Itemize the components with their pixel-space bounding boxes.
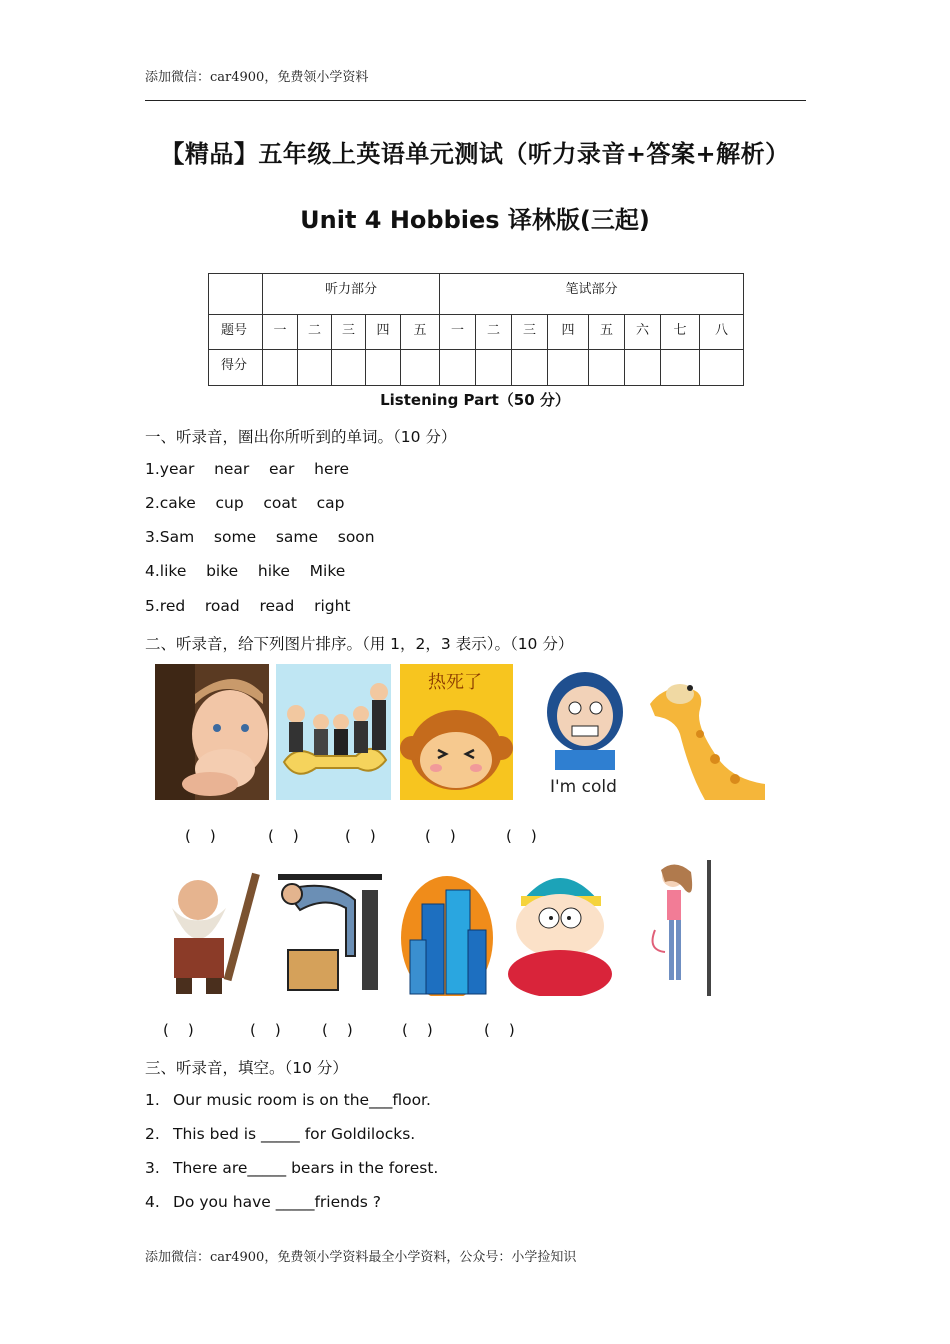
answer-blank[interactable]: ( ): [250, 1021, 281, 1039]
score-cell[interactable]: [263, 350, 298, 386]
tall-city-buildings-icon: [400, 860, 495, 996]
word-choice-item: 3.Sam some same soon: [145, 528, 375, 546]
answer-blank[interactable]: ( ): [506, 827, 537, 845]
answer-blank[interactable]: ( ): [484, 1021, 515, 1039]
cold-caption: I'm cold: [550, 777, 617, 797]
score-col-header: 三: [332, 315, 366, 350]
score-table: [208, 273, 744, 386]
fill-blank-sentence: There are_____ bears in the forest.: [173, 1159, 439, 1177]
answer-blank[interactable]: ( ): [402, 1021, 433, 1039]
score-cell[interactable]: [625, 350, 661, 386]
word-choice-item: 5.red road read right: [145, 597, 351, 615]
score-col-header: 三: [512, 315, 548, 350]
score-cell[interactable]: [512, 350, 548, 386]
score-col-header: 五: [401, 315, 440, 350]
people-lifting-bone-icon: [276, 664, 391, 800]
score-cell[interactable]: [332, 350, 366, 386]
score-col-header: 一: [440, 315, 476, 350]
score-col-header: 四: [366, 315, 401, 350]
hot-caption: 热死了: [428, 672, 482, 693]
word-choice-item: 1.year near ear here: [145, 460, 350, 478]
fill-blank-sentence: Do you have _____friends ?: [173, 1193, 382, 1211]
thin-girl-by-pole-icon: [625, 860, 735, 996]
header-rule: [145, 100, 806, 101]
page-subtitle: Unit 4 Hobbies 译林版(三起): [300, 206, 650, 234]
answer-blank[interactable]: ( ): [322, 1021, 353, 1039]
score-cell[interactable]: [440, 350, 476, 386]
score-col-header: 二: [476, 315, 512, 350]
score-table-row-label: 题号: [209, 315, 263, 350]
answer-blank[interactable]: ( ): [163, 1021, 194, 1039]
footer-note: 添加微信：car4900，免费领小学资料最全小学资料，公众号：小学捡知识: [145, 1250, 577, 1265]
answer-blank[interactable]: ( ): [425, 827, 456, 845]
score-cell[interactable]: [661, 350, 700, 386]
score-cell[interactable]: [700, 350, 744, 386]
answer-blank[interactable]: ( ): [185, 827, 216, 845]
answer-blank[interactable]: ( ): [268, 827, 299, 845]
score-table-group-written: 笔试部分: [440, 274, 744, 315]
fill-blank-number: 3.: [145, 1159, 160, 1177]
cold-boy-cartoon-icon: [530, 664, 640, 800]
score-table-corner: [209, 274, 263, 315]
score-col-header: 八: [700, 315, 744, 350]
baby-thinking-photo-icon: [155, 664, 269, 800]
fill-blank-sentence: This bed is _____ for Goldilocks.: [173, 1125, 416, 1143]
giraffe-cartoon-icon: [645, 664, 765, 800]
score-cell[interactable]: [298, 350, 332, 386]
fill-blank-number: 1.: [145, 1091, 160, 1109]
section3-heading: 三、听录音，填空。（10 分）: [145, 1059, 348, 1077]
score-cell[interactable]: [589, 350, 625, 386]
score-cell[interactable]: [366, 350, 401, 386]
fill-blank-number: 4.: [145, 1193, 160, 1211]
score-col-header: 四: [548, 315, 589, 350]
page-title: 【精品】五年级上英语单元测试（听力录音+答案+解析）: [160, 140, 790, 168]
old-dwarf-warrior-icon: [150, 860, 260, 996]
score-col-header: 五: [589, 315, 625, 350]
score-cell[interactable]: [476, 350, 512, 386]
score-col-header: 七: [661, 315, 700, 350]
fill-blank-sentence: Our music room is on the___floor.: [173, 1091, 431, 1109]
section1-heading: 一、听录音，圈出你所听到的单词。（10 分）: [145, 428, 457, 446]
score-col-header: 二: [298, 315, 332, 350]
word-choice-item: 4.like bike hike Mike: [145, 562, 346, 580]
header-note: 添加微信：car4900，免费领小学资料: [145, 70, 369, 85]
score-table-group-listening: 听力部分: [263, 274, 440, 315]
score-cell[interactable]: [548, 350, 589, 386]
man-lifting-heavy-box-icon: [270, 860, 390, 996]
score-cell[interactable]: [401, 350, 440, 386]
fill-blank-number: 2.: [145, 1125, 160, 1143]
score-col-header: 六: [625, 315, 661, 350]
fat-cartoon-boy-icon: [503, 860, 618, 996]
section2-heading: 二、听录音，给下列图片排序。（用 1，2，3 表示）。（10 分）: [145, 635, 574, 653]
hot-monkey-emoji-icon: [400, 664, 513, 800]
word-choice-item: 2.cake cup coat cap: [145, 494, 345, 512]
answer-blank[interactable]: ( ): [345, 827, 376, 845]
score-col-header: 一: [263, 315, 298, 350]
listening-part-title: Listening Part（50 分）: [380, 391, 570, 409]
score-table-row-label: 得分: [209, 350, 263, 386]
